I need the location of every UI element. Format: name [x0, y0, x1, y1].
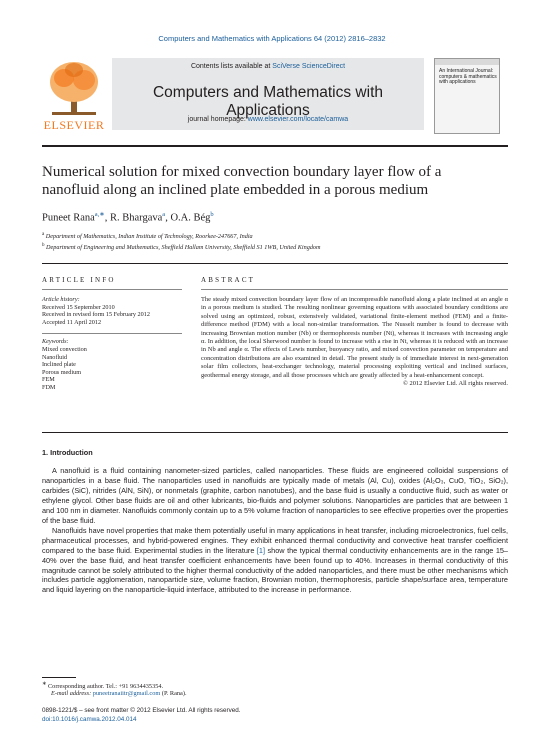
affiliation-text: Department of Mathematics, Indian Institute of Technology, Roorkee-247667, India [45, 233, 253, 241]
keyword: FEM [42, 376, 55, 384]
author-marks[interactable]: b [210, 211, 214, 218]
elsevier-tree-logo [42, 58, 106, 132]
section-heading: 1. Introduction [42, 448, 93, 457]
journal-banner [112, 58, 424, 130]
history-item: Accepted 11 April 2012 [42, 318, 102, 326]
citation-link[interactable]: [1] [256, 545, 266, 555]
history-item: Received 15 September 2010 [42, 303, 115, 311]
article-info-heading: ARTICLE INFO [42, 276, 116, 284]
footnote-text: Corresponding author. Tel.: +91 9634435354. [47, 683, 164, 691]
author-name: Puneet Rana [42, 212, 95, 224]
email-note [51, 690, 187, 697]
author-separator: , [104, 212, 110, 224]
affiliation-mark: b [42, 243, 45, 248]
masthead-rule [42, 145, 508, 147]
journal-masthead [42, 58, 504, 142]
history-label: Article history: [42, 296, 80, 303]
footnote-rule [42, 677, 76, 678]
paragraph: A nanofluid is a fluid containing nanometer-sized particles, called nanoparticles. These fluids are engineered colloidal suspensions of nanoparticles in a base fluid. The nanoparticles used in nanofluids are typically made of metals (Al, Cu), oxides (Al₂O₃, CuO, TiO₂, SiO₂), carbides (SiC), nitrides (AlN, SiN), or nonmetals (graphite, carbon nanotubes), and the base fluid is usually a conductive fluid, such as water or ethylene glycol. Other base fluids are oil and other lubricants, bio-fluids and polymer solutions. Nanoparticles are particles that are between 1 and 100 nm in diameter. Nanofluids commonly contain up to a 5% volume fraction of nanoparticles to see effective properties over the properties of the base fluid. [42, 466, 508, 525]
abstract-bottom-rule [42, 432, 508, 433]
author-separator: , [165, 212, 171, 224]
footnote-mark: ∗ [42, 681, 47, 687]
corresponding-author-note [42, 681, 163, 690]
affiliation-text: Department of Engineering and Mathematics, Sheffield Hallam University, Sheffield S1 1WB, United Kingdom [46, 244, 321, 252]
abstract-text: The steady mixed convection boundary layer flow of an incompressible nanofluid along a plate inclined at an angle α in a porous medium is studied. The resulting nonlinear governing equations with associated boundary conditions are solved using an optimized, robust, extensively validated, variational finite-element method (FEM) and a finite-difference method (FDM) with a local non-similar transformation. The Nusselt number is found to decrease with increasing Brownian motion number (Nb) or thermophoresis number (Nt), whereas it increases with increasing angle α. In addition, the local Sherwood number is found to increase with a rise in Nt, whereas it is reduced with an increase in Nb and angle α. The effects of Lewis number, buoyancy ratio, and mixed convection parameter on temperature and concentration distributions are also examined in detail. The present study is of immediate interest in next-generation solar film collectors, heat-exchanger technology, material processing exploiting vertical and inclined surfaces, geothermal energy storage, and all those processes which are greatly affected by a heat-enhancement concept. [201, 296, 508, 379]
front-matter-rule [42, 263, 508, 264]
keyword: Nanofluid [42, 353, 68, 361]
homepage-link[interactable]: www.elsevier.com/locate/camwa [247, 116, 349, 123]
keyword: FDM [42, 383, 56, 391]
keyword: Mixed convection [42, 345, 87, 353]
journal-cover-thumbnail [434, 58, 500, 134]
cover-bar [435, 59, 499, 65]
author-marks[interactable]: a,∗ [94, 211, 105, 218]
homepage-prefix: journal homepage: [187, 116, 248, 123]
doi-line [42, 716, 137, 723]
paragraph-text: Nanofluids have novel properties that make them potentially useful in many applications in heat transfer, including microelectronics, fuel cells, pharmaceutical processes, and hybrid-powered engines. They exhibit enhanced thermal conductivity and convective heat transfer coefficient compared to the base fluid. Experimental studies in the literature [42, 525, 508, 555]
email-label: E-mail address: [51, 690, 93, 697]
sciencedirect-link[interactable]: SciVerse ScienceDirect [272, 63, 346, 70]
email-suffix: (P. Rana). [160, 690, 187, 697]
introduction-body [42, 466, 508, 595]
affiliation [42, 232, 512, 240]
abstract-body [201, 296, 508, 388]
paragraph-text: show the typical thermal conductivity enhancements are in the range 15–40% over the base fluid, and heat transfer coefficient enhancements have been found up to 40%. Increases in thermal conductivity of this magnitude cannot be solely attributed to the higher thermal conductivity of the added nanoparticles, and there must be other mechanisms which includes particle agglomeration, nanoparticle size, volume fraction, Brownian motion, thermophoresis, particle shape/surface area, temperature and liquid layering on the nanoparticle-liquid interface, attributed to the increase in performance. [42, 545, 508, 595]
journal-name: Computers and Mathematics with Applications [152, 84, 383, 119]
history-item: Received in revised form 15 February 2012 [42, 311, 150, 319]
affiliation-mark: a [42, 232, 45, 237]
article-title: Numerical solution for mixed convection boundary layer flow of a nanofluid along an inclined plate embedded in a porous medium [42, 164, 442, 198]
article-info [42, 296, 182, 392]
paragraph [42, 526, 508, 596]
author-marks[interactable]: a [162, 211, 166, 218]
issn-line: 0898-1221/$ – see front matter © 2012 Elsevier Ltd. All rights reserved. [42, 707, 241, 714]
info-separator [42, 332, 182, 334]
doi-link[interactable]: doi:10.1016/j.camwa.2012.04.014 [42, 716, 137, 723]
journal-citation[interactable]: Computers and Mathematics with Applications 64 (2012) 2816–2832 [158, 34, 386, 43]
cover-title: An International Journal: computers & mathematics with applications [439, 68, 497, 85]
author-name: O.A. Bég [170, 212, 211, 224]
author-name: R. Bhargava [110, 212, 163, 224]
keyword: Inclined plate [42, 361, 76, 369]
affiliation [42, 243, 512, 251]
homepage-line [112, 116, 424, 123]
abstract-heading: ABSTRACT [201, 276, 256, 284]
contents-line [112, 63, 424, 70]
author-list [42, 210, 214, 224]
keyword: Porous medium [42, 368, 82, 376]
email-link[interactable]: puneetranaiitr@gmail.com [92, 690, 161, 697]
abstract-copyright: © 2012 Elsevier Ltd. All rights reserved. [402, 380, 508, 388]
abstract-rule [201, 289, 508, 290]
elsevier-wordmark: ELSEVIER [43, 118, 105, 132]
contents-prefix: Contents lists available at [190, 63, 273, 70]
keywords-label: Keywords: [42, 338, 69, 346]
info-rule [42, 289, 182, 290]
